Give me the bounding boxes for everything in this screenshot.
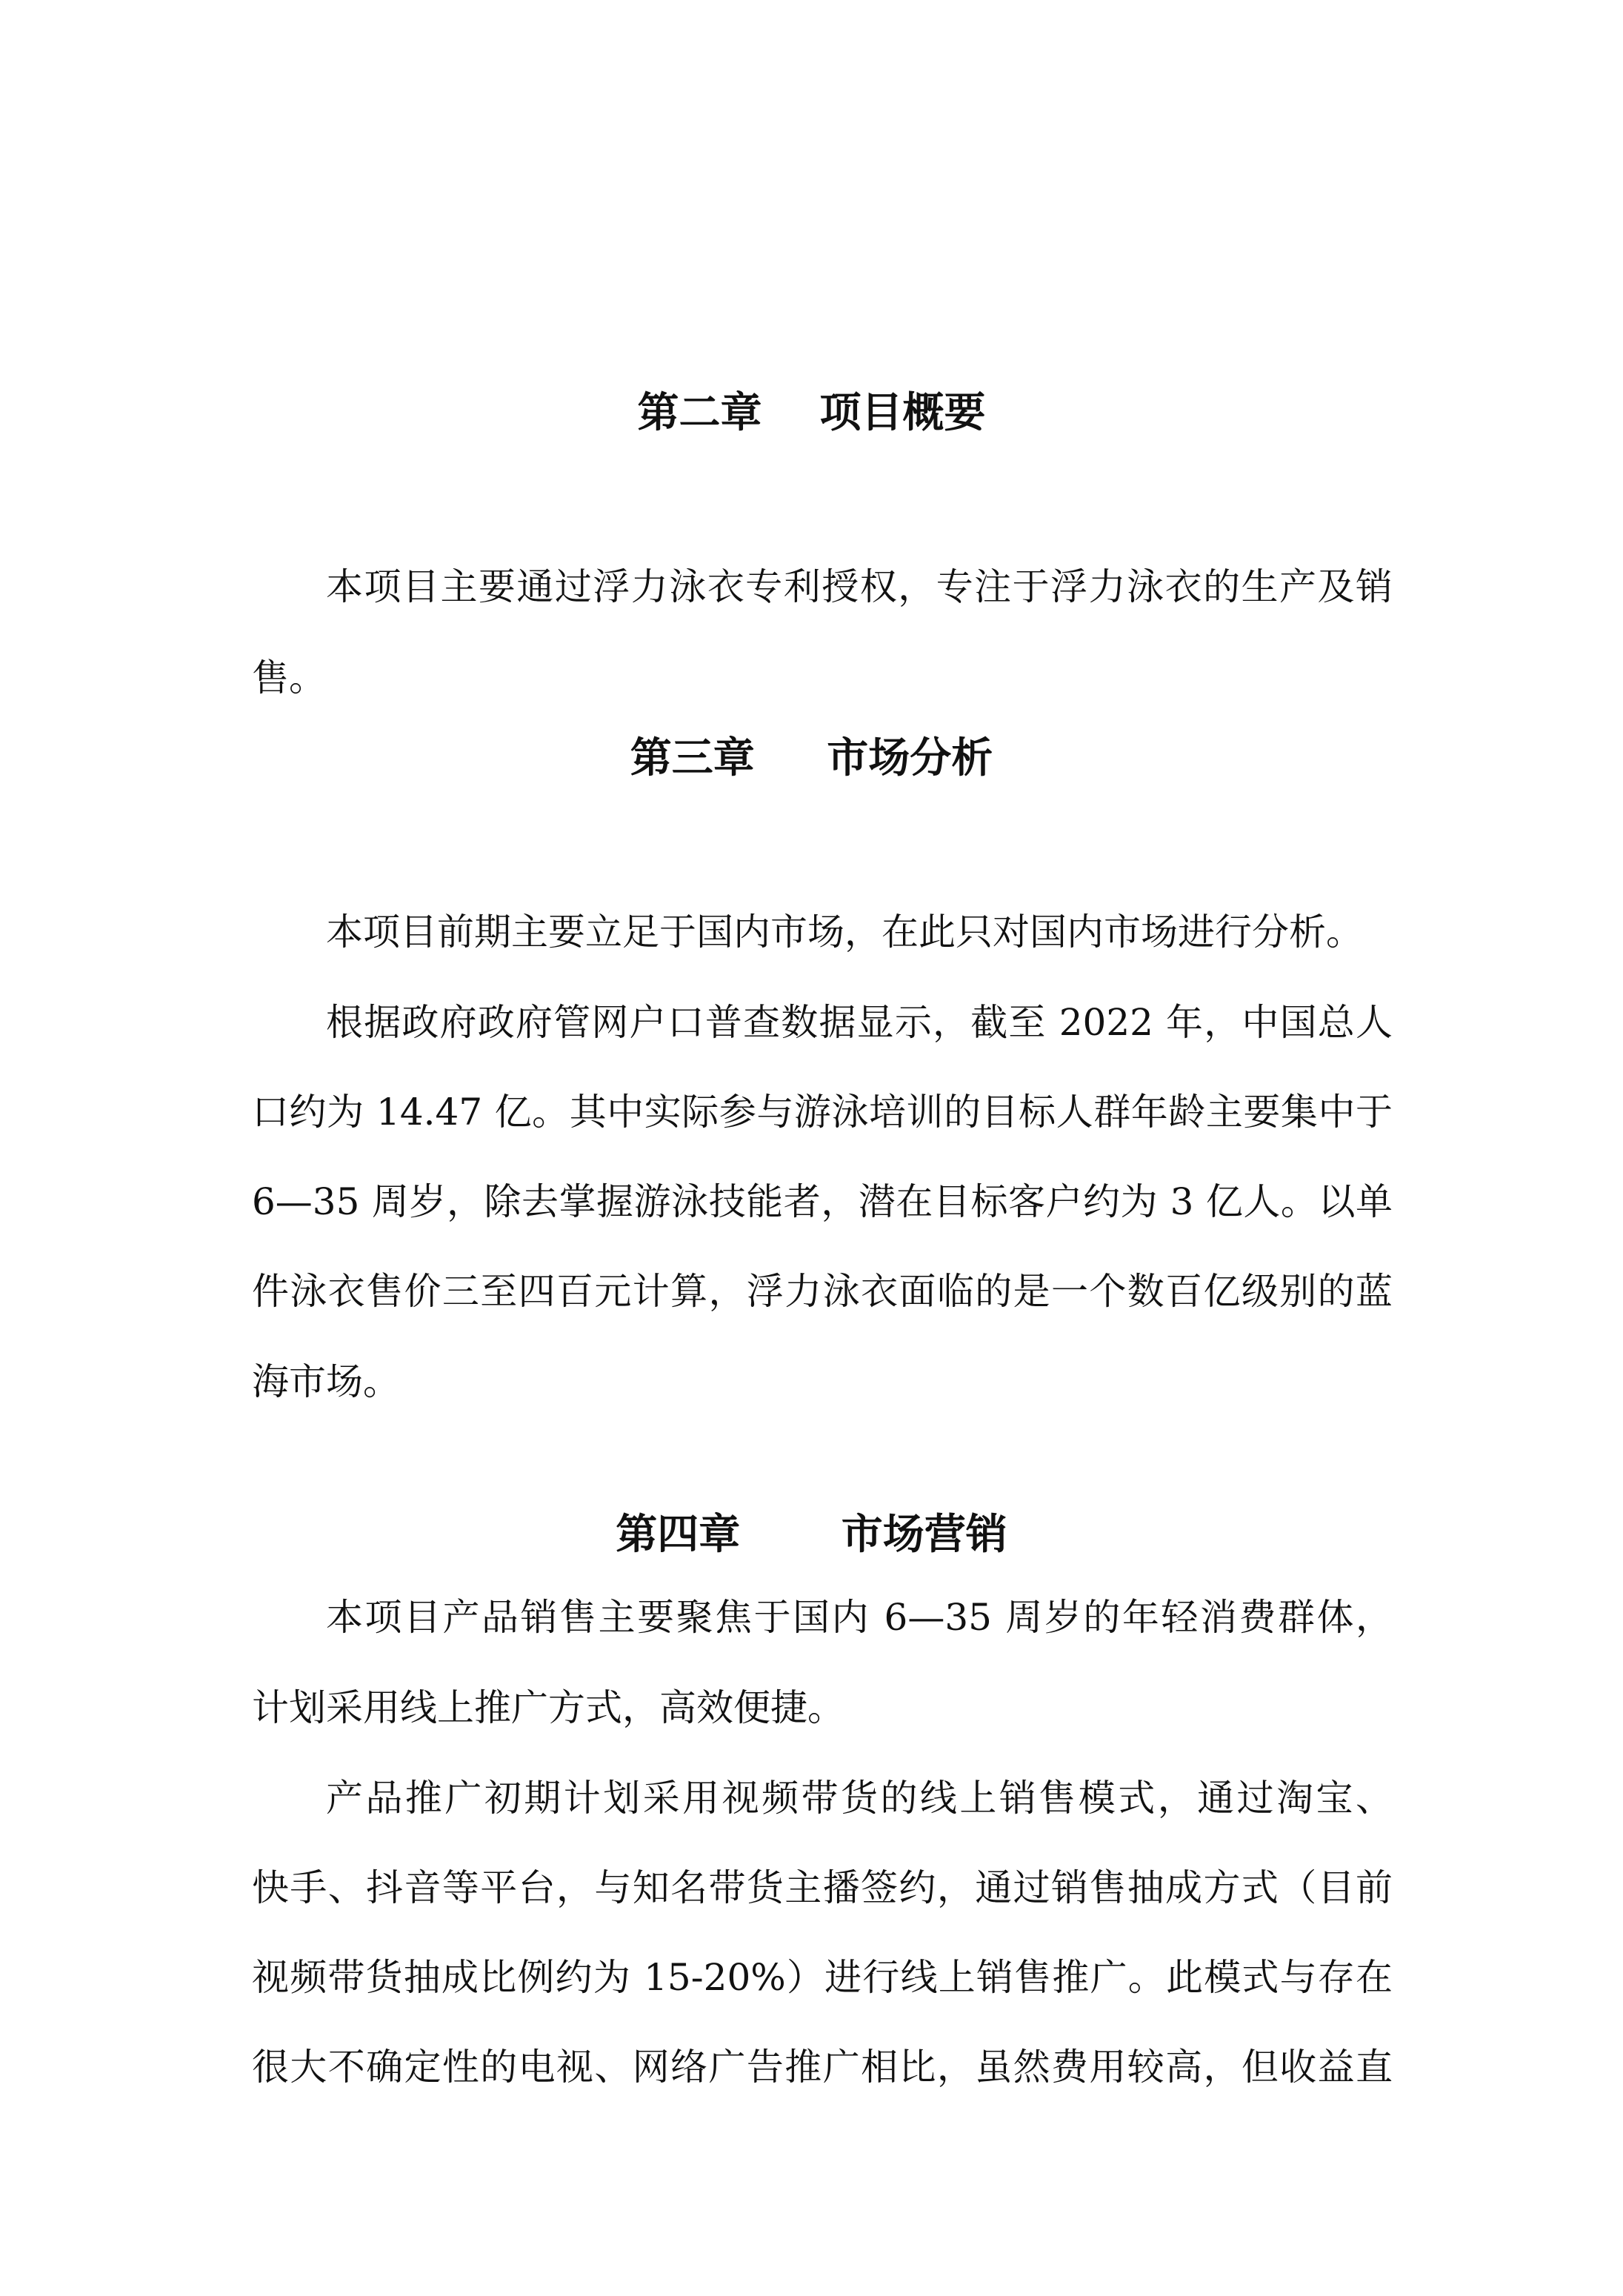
chapter-4-paragraph-1-line-2: 计划采用线上推广方式，高效便捷。 [252, 1686, 844, 1729]
chapter-3-paragraph-2-line-5: 海市场。 [252, 1360, 400, 1403]
chapter-3-paragraph-2-line-2: 口约为 14.47 亿。其中实际参与游泳培训的目标人群年龄主要集中于 [252, 1091, 1393, 1134]
chapter-4-paragraph-2-line-3: 视频带货抽成比例约为 15-20%）进行线上销售推广。此模式与存在 [252, 1956, 1393, 1999]
chapter-4-heading: 第四章 市场营销 [616, 1511, 1007, 1559]
chapter-3-paragraph-1: 本项目前期主要立足于国内市场，在此只对国内市场进行分析。 [326, 911, 1363, 954]
chapter-3-paragraph-2-line-1: 根据政府政府管网户口普查数据显示，截至 2022 年，中国总人 [326, 1001, 1393, 1044]
chapter-4-paragraph-2-line-1: 产品推广初期计划采用视频带货的线上销售模式，通过淘宝、 [326, 1777, 1393, 1820]
chapter-3-heading: 第三章 市场分析 [630, 734, 993, 782]
chapter-3-paragraph-2-line-4: 件泳衣售价三至四百元计算，浮力泳衣面临的是一个数百亿级别的蓝 [252, 1270, 1393, 1313]
chapter-2-heading: 第二章 项目概要 [637, 389, 986, 437]
chapter-2-paragraph-line-2: 售。 [252, 656, 326, 699]
chapter-3-paragraph-2-line-3: 6—35 周岁，除去掌握游泳技能者，潜在目标客户约为 3 亿人。以单 [252, 1180, 1393, 1223]
chapter-4-paragraph-2-line-2: 快手、抖音等平台，与知名带货主播签约，通过销售抽成方式（目前 [252, 1866, 1393, 1909]
chapter-2-paragraph-line-1: 本项目主要通过浮力泳衣专利授权，专注于浮力泳衣的生产及销 [326, 565, 1393, 608]
chapter-4-paragraph-1-line-1: 本项目产品销售主要聚焦于国内 6—35 周岁的年轻消费群体， [326, 1596, 1393, 1639]
chapter-4-paragraph-2-line-4: 很大不确定性的电视、网络广告推广相比，虽然费用较高，但收益直 [252, 2046, 1393, 2089]
